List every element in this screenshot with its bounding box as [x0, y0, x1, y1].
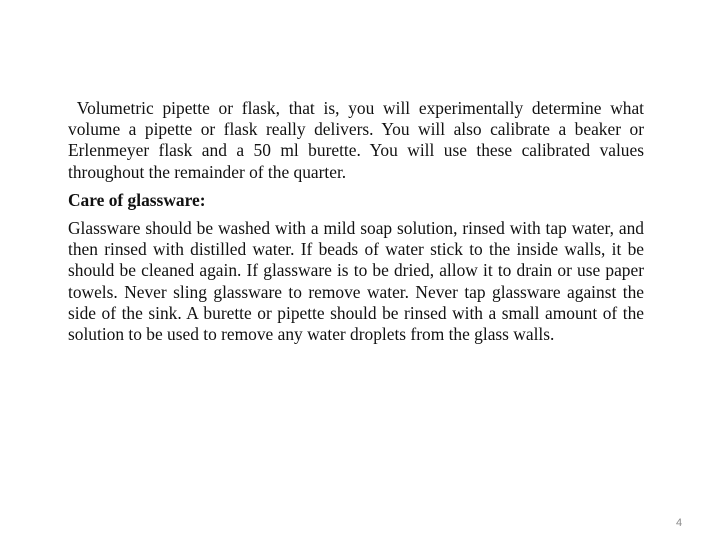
calibration-paragraph: Volumetric pipette or flask, that is, you will experimentally determine what volume a pipette or flask really delivers. You will also calibrate a beaker or Erlenmeyer flask and a 50 ml burette. You will use these calibrated values throughout the remainder of the quarter. [68, 98, 649, 182]
slide-content [68, 98, 649, 345]
page-number: 4 [676, 517, 683, 529]
care-of-glassware-heading: Care of glassware: [68, 189, 206, 210]
glassware-care-paragraph: Glassware should be washed with a mild soap solution, rinsed with tap water, and then rinsed with distilled water. If beads of water stick to the inside walls, it be should be cleaned again. If glassware is to be dried, allow it to drain or use paper towels. Never sling glassware to remove water. Never tap glassware against the side of the sink. A burette or pipette should be rinsed with a small amount of the solution to be used to remove any water droplets from the glass walls. [68, 218, 644, 345]
